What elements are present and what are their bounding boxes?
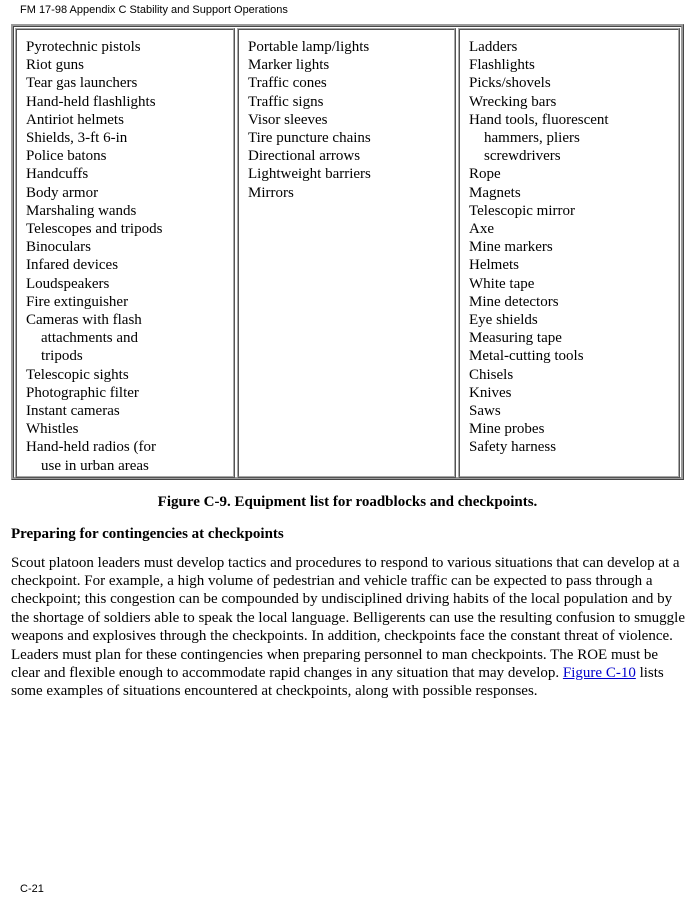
equipment-item: Shields, 3-ft 6-in	[26, 130, 128, 147]
section-heading: Preparing for contingencies at checkpoints	[11, 526, 284, 542]
equipment-item: Portable lamp/lights	[248, 39, 370, 55]
equipment-item: Cameras with flash	[26, 312, 142, 329]
figure-caption: Figure C-9. Equipment list for roadblocks and checkpoints.	[157, 494, 538, 510]
equipment-item: Knives	[469, 384, 512, 401]
equipment-item: Police batons	[26, 148, 107, 165]
equipment-item: Wrecking bars	[469, 93, 557, 110]
equipment-item: Lightweight barriers	[248, 166, 371, 183]
equipment-item: Fire extinguisher	[26, 293, 129, 310]
equipment-item: Mine probes	[469, 421, 545, 438]
equipment-item: Body armor	[26, 184, 99, 201]
equipment-item: Handcuffs	[26, 166, 89, 183]
equipment-item: Measuring tape	[469, 330, 562, 347]
equipment-item: Hand-held radios (for	[26, 439, 156, 456]
equipment-column-2	[237, 28, 456, 478]
equipment-item: Telescopes and tripods	[26, 221, 163, 238]
equipment-item: tripods	[41, 348, 83, 365]
equipment-item: Mine detectors	[469, 293, 559, 310]
figure-c10-link[interactable]: Figure C-10	[562, 665, 636, 682]
paragraph-1: Scout platoon leaders must develop tactics and procedures to respond to various situations that can develop at a checkpoint. For example, a high volume of pedestrian and vehicle traffic can be expected to pass through a checkpoint; this congestion can be compounded by undisciplined driving habits of the local population and by the shortage of soldiers able to speak the local language. Belligerents can use the resulting confusion to smuggle weapons and explosives through the checkpoints. In addition, checkpoints face the constant threat of violence.	[11, 555, 685, 644]
equipment-item: Tire puncture chains	[248, 130, 371, 147]
running-header: FM 17-98 Appendix C Stability and Support Operations	[20, 4, 288, 16]
equipment-item: Tear gas launchers	[26, 75, 138, 92]
equipment-item: Instant cameras	[26, 403, 120, 420]
equipment-item: screwdrivers	[484, 148, 561, 165]
equipment-item: Telescopic mirror	[469, 202, 575, 219]
equipment-item: Safety harness	[469, 439, 557, 456]
equipment-item: White tape	[469, 275, 535, 292]
equipment-table	[11, 24, 684, 480]
equipment-item: Hand tools, fluorescent	[469, 111, 609, 128]
equipment-item: Infared devices	[26, 257, 119, 274]
equipment-column-1	[15, 28, 235, 478]
equipment-item: attachments and	[41, 330, 139, 347]
equipment-item: Mine markers	[469, 239, 553, 256]
equipment-item: Chisels	[469, 366, 514, 383]
equipment-item: Marker lights	[248, 57, 330, 74]
equipment-item: Photographic filter	[26, 384, 139, 401]
paragraph-2	[11, 646, 687, 701]
equipment-item: Eye shields	[469, 312, 538, 329]
equipment-item: Loudspeakers	[26, 275, 110, 292]
equipment-item: Axe	[469, 221, 494, 238]
paragraph-2-text: Leaders must plan for these contingencies when preparing personnel to man checkpoints. The ROE must be clear and flexible enough to accommodate rapid changes in any situation that may develop.	[11, 647, 659, 682]
equipment-item: Visor sleeves	[248, 111, 328, 128]
equipment-item: Flashlights	[469, 57, 535, 74]
equipment-item: Ladders	[469, 39, 518, 55]
equipment-item: Traffic signs	[248, 93, 324, 110]
equipment-item: use in urban areas	[41, 457, 149, 474]
equipment-item: Saws	[469, 403, 501, 420]
equipment-item: Mirrors	[248, 184, 294, 201]
equipment-item: Magnets	[469, 184, 521, 201]
equipment-item: Riot guns	[26, 57, 84, 74]
equipment-item: Antiriot helmets	[26, 111, 124, 128]
equipment-item: Telescopic sights	[26, 366, 129, 383]
equipment-item: hammers, pliers	[484, 130, 580, 147]
equipment-item: Picks/shovels	[469, 75, 551, 92]
equipment-item: Traffic cones	[248, 75, 327, 92]
equipment-item: Rope	[469, 166, 501, 183]
equipment-item: Metal-cutting tools	[469, 348, 584, 365]
equipment-item: Whistles	[26, 421, 79, 438]
page-number: C-21	[20, 883, 44, 895]
equipment-item: Pyrotechnic pistols	[26, 39, 141, 55]
equipment-item: Hand-held flashlights	[26, 93, 156, 110]
equipment-item: Binoculars	[26, 239, 91, 256]
equipment-item: Marshaling wands	[26, 202, 137, 219]
equipment-item: Helmets	[469, 257, 519, 274]
equipment-column-3	[458, 28, 680, 478]
paragraph-2-text-end: lists some examples of situations encountered at checkpoints, along with possible responses.	[11, 665, 664, 700]
equipment-item: Directional arrows	[248, 148, 361, 165]
